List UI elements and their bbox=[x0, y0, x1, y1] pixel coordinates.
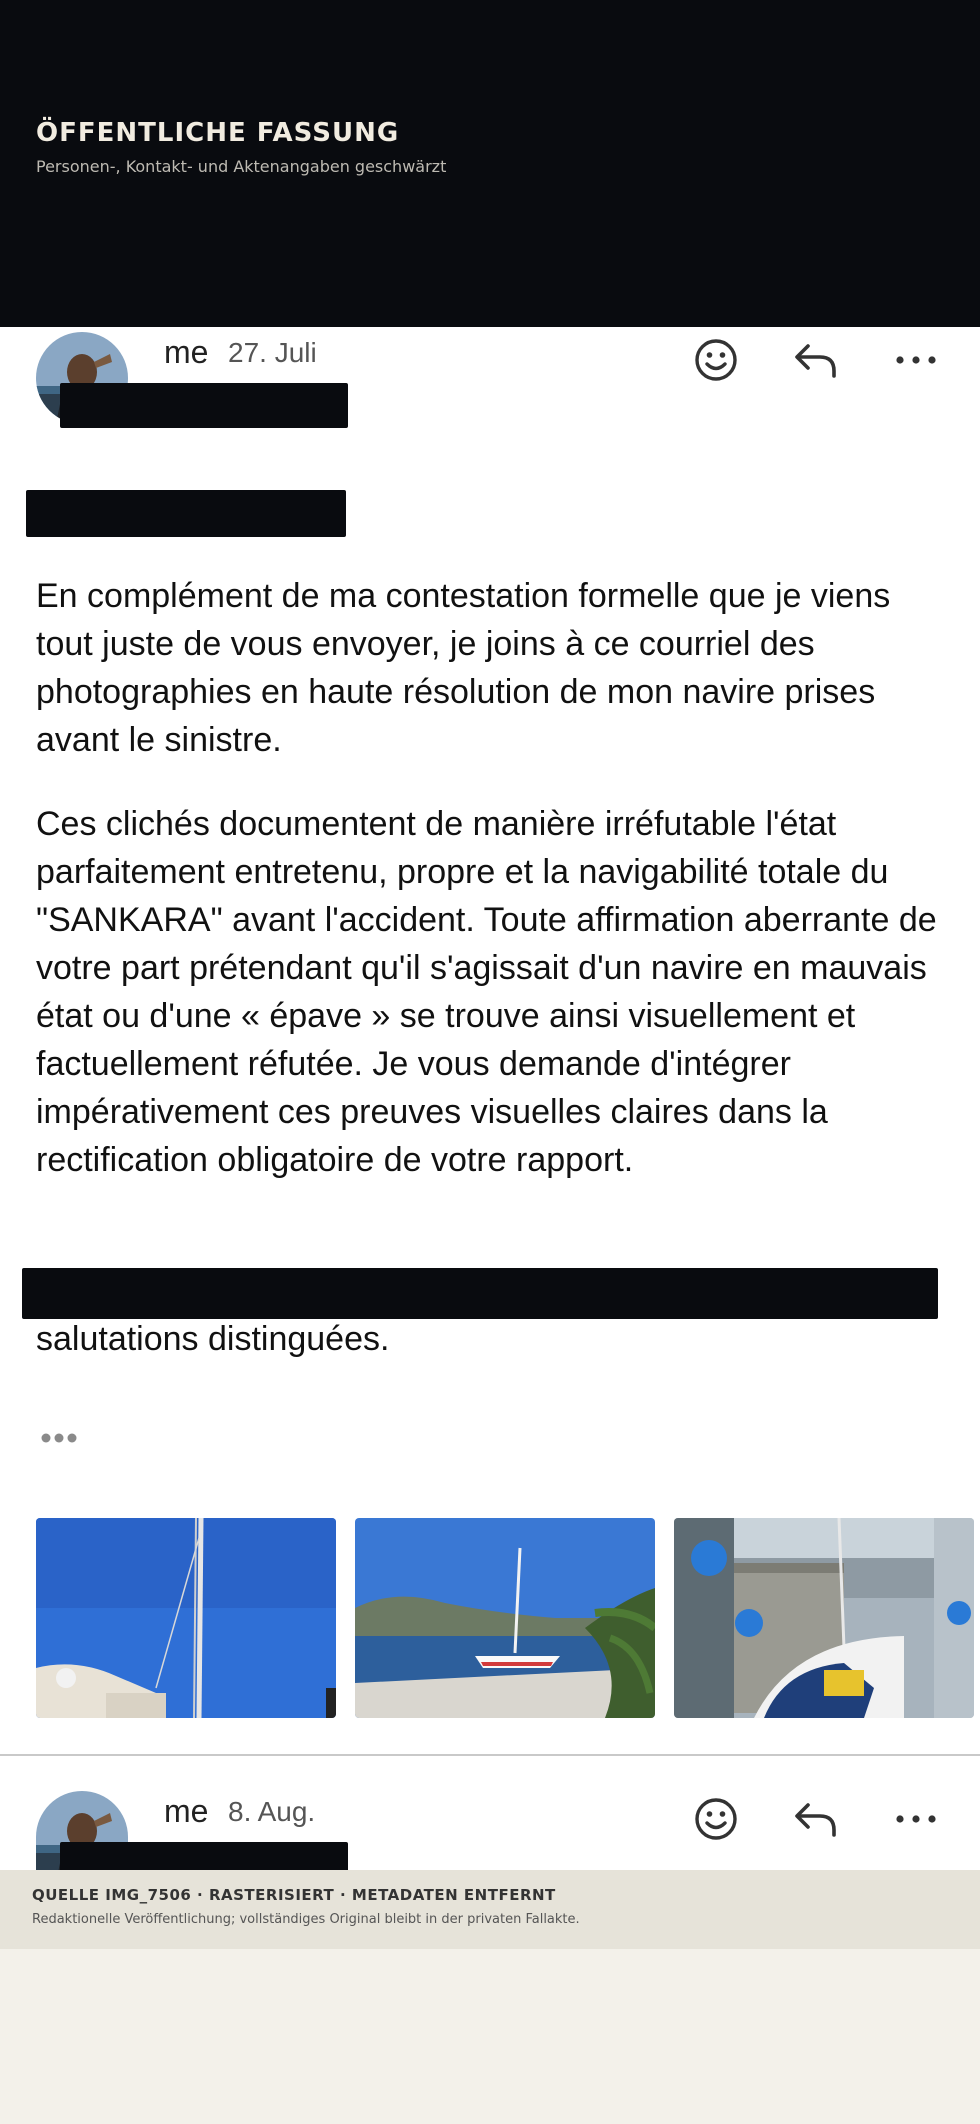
redacted-recipient bbox=[60, 1842, 348, 1870]
attachment-thumbnail[interactable] bbox=[355, 1518, 655, 1718]
smiley-icon[interactable] bbox=[688, 332, 744, 388]
smiley-icon[interactable] bbox=[688, 1791, 744, 1847]
footer-title: QUELLE IMG_7506 · RASTERISIERT · METADATEN ENTFERNT bbox=[32, 1886, 556, 1904]
reply-icon[interactable] bbox=[788, 332, 844, 388]
redacted-salutation bbox=[26, 490, 346, 537]
sender-name: me bbox=[164, 334, 209, 370]
banner-title: ÖFFENTLICHE FASSUNG bbox=[36, 118, 400, 148]
banner-subtitle: Personen-, Kontakt- und Aktenangaben geschwärzt bbox=[36, 157, 447, 176]
message-date: 27. Juli bbox=[228, 337, 317, 368]
sender-name: me bbox=[164, 1793, 209, 1829]
attachment-thumbnail[interactable] bbox=[36, 1518, 336, 1718]
more-icon[interactable] bbox=[888, 1791, 944, 1847]
reply-icon[interactable] bbox=[788, 1791, 844, 1847]
message-paragraph: En complément de ma contestation formelle que je viens tout juste de vous envoyer, je joins à ce courriel des photographies en haute résolution de mon navire prises avant le sinistre. bbox=[36, 577, 891, 759]
redacted-recipient bbox=[60, 383, 348, 428]
show-quoted-text-button[interactable] bbox=[38, 1428, 82, 1448]
source-footer bbox=[0, 1870, 980, 1949]
message-paragraph: Ces clichés documentent de manière irréfutable l'état parfaitement entretenu, propre et la navigabilité totale du "SANKARA" avant l'accident. Toute affirmation aberrante de votre part prétendant qu'il s'agissait d'un navire en mauvais état ou d'une « épave » se trouve ainsi visuellement et factuellement réfutée. Je vous demande d'intégrer impérativement ces preuves visuelles claires dans la rectification obligatoire de votre rapport. bbox=[36, 805, 937, 1179]
footer-subtitle: Redaktionelle Veröffentlichung; vollständiges Original bleibt in der privaten Fallakte. bbox=[32, 1912, 580, 1927]
message-divider bbox=[0, 1754, 980, 1756]
redacted-closing-line bbox=[22, 1268, 938, 1319]
public-version-banner bbox=[0, 0, 980, 327]
message-date: 8. Aug. bbox=[228, 1796, 316, 1827]
attachment-thumbnail[interactable] bbox=[674, 1518, 974, 1718]
message-closing: salutations distinguées. bbox=[36, 1320, 390, 1358]
more-icon[interactable] bbox=[888, 332, 944, 388]
